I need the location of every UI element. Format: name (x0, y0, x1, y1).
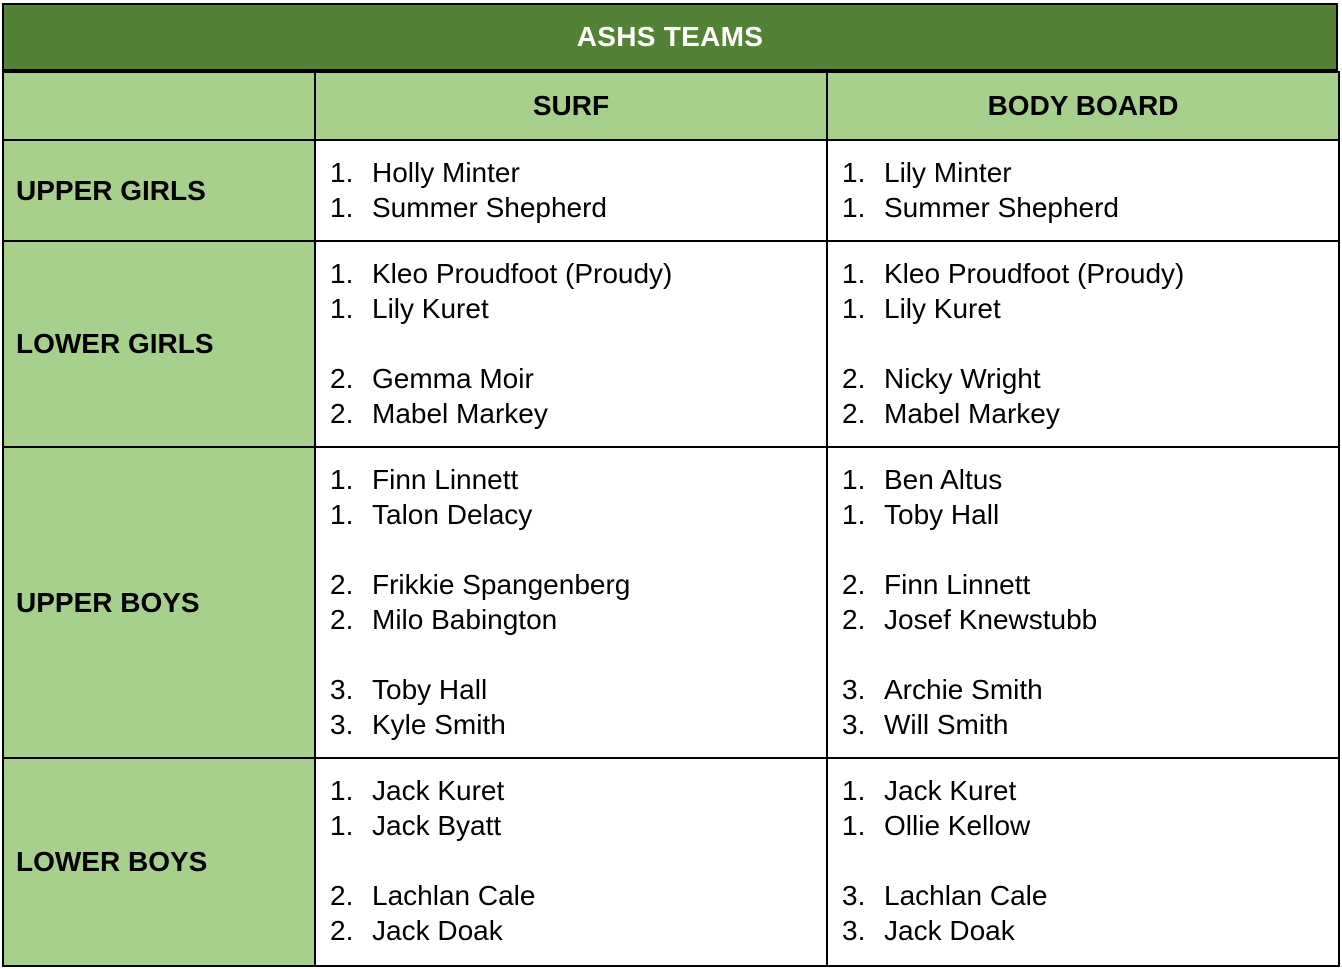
teams-grid (2, 71, 1340, 967)
list-item (842, 602, 1338, 637)
list-item (330, 256, 826, 291)
body-board-cell-upper-girls (827, 140, 1339, 241)
rank-number: 2. (842, 569, 866, 600)
rank-number: 1. (330, 810, 354, 841)
table-title: ASHS TEAMS (2, 3, 1338, 71)
list-item (842, 707, 1338, 742)
rank-group (842, 773, 1338, 843)
athlete-name: Toby Hall (884, 499, 1000, 530)
athlete-name: Jack Doak (884, 915, 1015, 946)
athlete-name: Lachlan Cale (372, 880, 536, 911)
list-item (330, 462, 826, 497)
athlete-name: Mabel Markey (372, 398, 548, 429)
rank-group (842, 672, 1338, 742)
rank-number: 2. (330, 398, 354, 429)
rank-number: 1. (330, 258, 354, 289)
rank-group (330, 361, 826, 431)
list-item (330, 773, 826, 808)
list-item (842, 190, 1338, 225)
athlete-name: Lachlan Cale (884, 880, 1048, 911)
list-item (330, 808, 826, 843)
rank-group (330, 256, 826, 326)
table-row-upper-girls (3, 140, 1339, 241)
athlete-name: Gemma Moir (372, 363, 534, 394)
athlete-name: Lily Minter (884, 157, 1012, 188)
rank-number: 1. (842, 258, 866, 289)
list-item (842, 256, 1338, 291)
rank-number: 1. (330, 293, 354, 324)
rank-number: 2. (330, 363, 354, 394)
header-row (3, 72, 1339, 140)
list-item (842, 808, 1338, 843)
surf-cell-lower-girls (315, 241, 827, 447)
list-item (330, 707, 826, 742)
header-surf: SURF (315, 72, 827, 140)
header-category-cell (3, 72, 315, 140)
athlete-name: Lily Kuret (884, 293, 1001, 324)
rank-group (330, 567, 826, 637)
rank-number: 3. (842, 880, 866, 911)
list-item (330, 396, 826, 431)
rank-number: 1. (330, 464, 354, 495)
rank-number: 2. (842, 363, 866, 394)
rank-number: 2. (330, 569, 354, 600)
athlete-name: Josef Knewstubb (884, 604, 1098, 635)
athlete-name: Finn Linnett (372, 464, 519, 495)
athlete-name: Kyle Smith (372, 709, 506, 740)
list-item (842, 361, 1338, 396)
list-item (330, 567, 826, 602)
rank-group (330, 672, 826, 742)
category-upper-boys: UPPER BOYS (3, 447, 315, 758)
rank-group (842, 567, 1338, 637)
surf-cell-upper-boys (315, 447, 827, 758)
category-lower-boys: LOWER BOYS (3, 758, 315, 966)
athlete-name: Mabel Markey (884, 398, 1060, 429)
athlete-name: Lily Kuret (372, 293, 489, 324)
rank-group (330, 155, 826, 225)
athlete-name: Nicky Wright (884, 363, 1041, 394)
list-item (842, 291, 1338, 326)
athlete-name: Ben Altus (884, 464, 1003, 495)
athlete-name: Will Smith (884, 709, 1009, 740)
athlete-name: Milo Babington (372, 604, 558, 635)
body-board-cell-lower-boys (827, 758, 1339, 966)
athlete-name: Frikkie Spangenberg (372, 569, 631, 600)
athlete-name: Holly Minter (372, 157, 520, 188)
list-item (842, 672, 1338, 707)
rank-group (842, 462, 1338, 532)
body-board-cell-upper-boys (827, 447, 1339, 758)
athlete-name: Jack Doak (372, 915, 503, 946)
athlete-name: Toby Hall (372, 674, 488, 705)
list-item (842, 567, 1338, 602)
rank-number: 1. (330, 157, 354, 188)
athlete-name: Kleo Proudfoot (Proudy) (372, 258, 673, 289)
athlete-name: Talon Delacy (372, 499, 533, 530)
list-item (842, 913, 1338, 948)
rank-group (842, 256, 1338, 326)
rank-number: 1. (842, 810, 866, 841)
rank-number: 2. (330, 880, 354, 911)
athlete-name: Jack Byatt (372, 810, 502, 841)
rank-group (330, 462, 826, 532)
list-item (330, 672, 826, 707)
category-lower-girls: LOWER GIRLS (3, 241, 315, 447)
athlete-name: Jack Kuret (884, 775, 1017, 806)
rank-number: 2. (330, 915, 354, 946)
header-body-board: BODY BOARD (827, 72, 1339, 140)
table-row-upper-boys (3, 447, 1339, 758)
athlete-name: Finn Linnett (884, 569, 1031, 600)
rank-number: 2. (842, 398, 866, 429)
surf-cell-upper-girls (315, 140, 827, 241)
rank-group (842, 878, 1338, 948)
rank-group (330, 878, 826, 948)
body-board-cell-lower-girls (827, 241, 1339, 447)
rank-number: 1. (330, 775, 354, 806)
list-item (330, 291, 826, 326)
rank-number: 1. (330, 192, 354, 223)
rank-number: 3. (330, 674, 354, 705)
rank-number: 1. (842, 157, 866, 188)
athlete-name: Kleo Proudfoot (Proudy) (884, 258, 1185, 289)
list-item (330, 602, 826, 637)
rank-group (842, 155, 1338, 225)
rank-number: 1. (842, 293, 866, 324)
rank-number: 2. (330, 604, 354, 635)
rank-number: 1. (842, 775, 866, 806)
list-item (330, 361, 826, 396)
rank-group (842, 361, 1338, 431)
list-item (842, 773, 1338, 808)
rank-group (330, 773, 826, 843)
athlete-name: Summer Shepherd (884, 192, 1120, 223)
surf-cell-lower-boys (315, 758, 827, 966)
rank-number: 2. (842, 604, 866, 635)
athlete-name: Jack Kuret (372, 775, 505, 806)
list-item (842, 396, 1338, 431)
category-upper-girls: UPPER GIRLS (3, 140, 315, 241)
rank-number: 3. (842, 674, 866, 705)
athlete-name: Ollie Kellow (884, 810, 1031, 841)
athlete-name: Summer Shepherd (372, 192, 608, 223)
list-item (330, 878, 826, 913)
rank-number: 1. (842, 464, 866, 495)
list-item (842, 155, 1338, 190)
list-item (330, 497, 826, 532)
rank-number: 1. (842, 499, 866, 530)
table-row-lower-girls (3, 241, 1339, 447)
list-item (330, 155, 826, 190)
list-item (842, 497, 1338, 532)
rank-number: 3. (330, 709, 354, 740)
rank-number: 3. (842, 915, 866, 946)
athlete-name: Archie Smith (884, 674, 1043, 705)
table-row-lower-boys (3, 758, 1339, 966)
rank-number: 1. (842, 192, 866, 223)
rank-number: 3. (842, 709, 866, 740)
list-item (842, 878, 1338, 913)
teams-table (2, 3, 1338, 965)
list-item (330, 913, 826, 948)
list-item (842, 462, 1338, 497)
list-item (330, 190, 826, 225)
rank-number: 1. (330, 499, 354, 530)
